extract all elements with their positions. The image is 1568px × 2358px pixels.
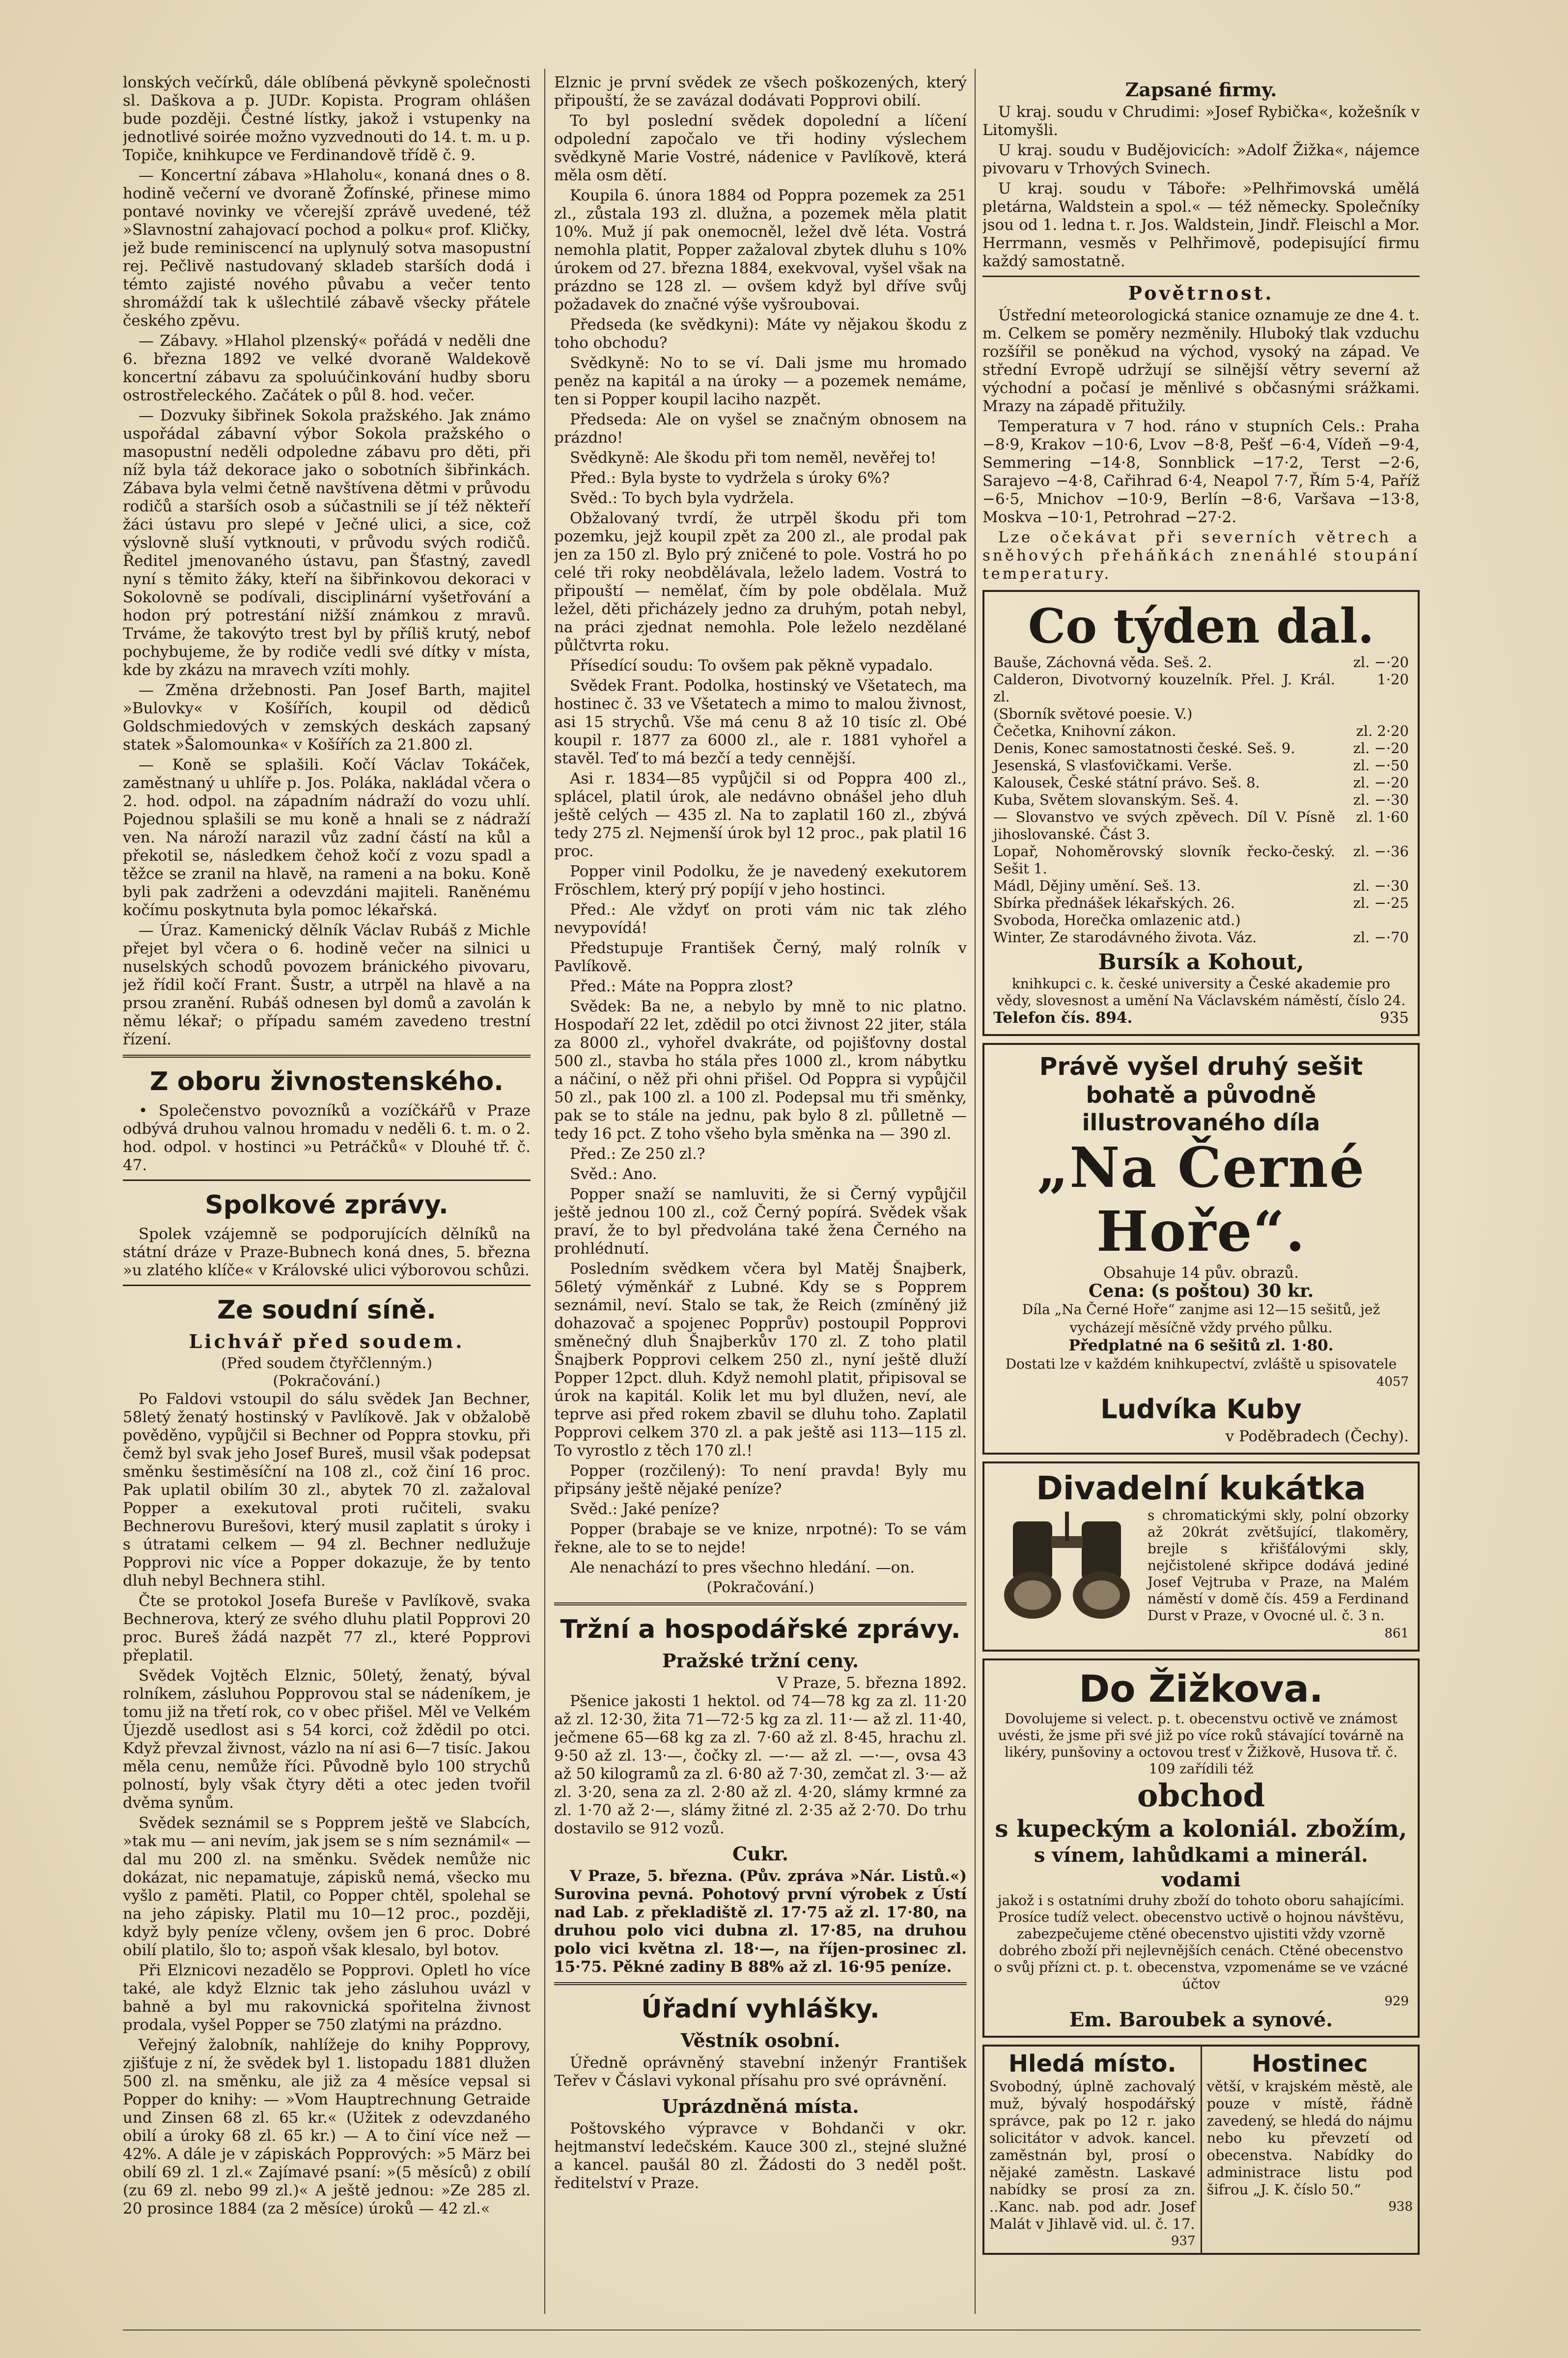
section-heading-court: Ze soudní síně. [217, 1295, 436, 1325]
dateline: V Praze, 5. března 1892. [777, 1674, 967, 1692]
ad-books [982, 590, 1420, 1036]
ad-text: Svobodný, úplně zachovalý muž, bývalý hospodářský správce, pak po 12 r. jako solicitátor v advok. kancel. zaměstnán byl, prosí o nějaké zaměstn. Laskavé nabídky se prosí za zn. ..Kanc. nab. pod adr. Josef Malát v Jihlavě vid. ul. č. 17. [989, 2078, 1196, 2232]
paragraph: • Společenstvo povozníků a vozíčkářů v Praze odbývá druhou valnou hromadu v neděli 6. t. m. o 2. hod. odpol. v hostinci »u Petráčků« v Dlouhé tř. č. 47. [123, 1102, 531, 1174]
book-price: zl. −·30 [1353, 791, 1409, 808]
book-row [993, 895, 1409, 912]
paragraph: Po Faldovi vstoupil do sálu svědek Jan Bechner, 58letý ženatý hostinský v Pavlíkově. Jak v obžalobě pověděno, vypůjčil si Bechner od Poppra stovku, při čemž byl svak jeho Josef Bureš, musil však podepsat směnku šestiměsíční na 108 zl., což činí 16 proc. Pak uplatil obilím 30 zl., abytek 70 zl. zažaloval Popper a exekutoval proti ručiteli, svaku Bechnerovu Burešovi, který musil zaplatit s úroky i s útratami celkem — 94 zl. Bechner nedlužuje Popprovi nic více a Popper dokazuje, že by tento dluh nebyl Bechnera stihl. [123, 1390, 531, 1590]
paragraph: Obžalovaný tvrdí, že utrpěl škodu při tom pozemku, jejž koupil zpět za 200 zl., ale prodal pak jen za 150 zl. Bylo prý zničené to pole. Vostrá ho po celé tři roky neobdělávala, leželo ladem. Vostrá to připouští — nemělať, čím by pole obdělala. Muž ležel, děti přicházely jedno za druhým, potah nebyl, na práci zjednat nemohla. Pole leželo nezdělané půlčtvrta roku. [554, 509, 967, 654]
book-row [993, 723, 1409, 740]
book-price: zl. −·50 [1353, 757, 1409, 774]
book-price: zl. −·25 [1353, 895, 1409, 911]
book-price: 1·20 [1377, 671, 1409, 688]
subheading: Uprázdněná místa. [662, 2095, 859, 2117]
book-row [993, 843, 1409, 877]
ad-name: Ludvíka Kuby [1100, 1394, 1302, 1425]
ad-number: 937 [1171, 2234, 1196, 2248]
ad-number: 938 [1388, 2199, 1413, 2214]
book-price: zl. −·70 [1353, 929, 1409, 946]
subheading: Pražské tržní ceny. [662, 1650, 859, 1672]
book-row [993, 912, 1409, 929]
paragraph: Předstupuje František Černý, malý rolník v Pavlíkově. [554, 939, 967, 975]
book-price: zl. 1·60 [1356, 809, 1409, 825]
paragraph: Před.: Máte na Poppra zlost? [570, 978, 793, 995]
paragraph: — Koně se splašili. Kočí Václav Tokáček, zaměstnaný u uhlíře p. Jos. Poláka, nakládal včera o 2. hod. odpol. na západním nádraží do vozu uhlí. Pojednou splašili se mu koně a hnali se z nádraží ven. Na nároží narazil vůz zadní částí na kůl a překotil se, následkem čehož kočí z vozu spadl a těžce se zranil na hlavě, na rameni a na boku. Koně byli pak zadrženi a odevzdáni majiteli. Raněnému kočímu poskytnuta byla pomoc lékařská. [123, 756, 531, 919]
ad-number: 4057 [1376, 1375, 1409, 1389]
paragraph: Svědek: Ba ne, a nebylo by mně to nic platno. Hospodaří 22 let, zdědil po otci živnost 22 jiter, stála za 8000 zl., vyhořel dvakráte, od pojišťovny dostal 500 zl., stavba ho stála přes 1000 zl., krom nábytku a náčiní, o něž při ohni přišel. Od Poppra si vypůjčil 50 zl., pak 100 zl. a 100 zl. Podepsal mu tři směnky, pak se to stále na jednu, pak bylo 8 zl. půlletně — tedy 16 pct. Z toho všeho byla směnka na — 390 zl. [554, 998, 967, 1143]
paragraph: — Úraz. Kamenický dělník Václav Rubáš z Michle přejet byl včera o 6. hodině večer na silnici u nuselských schodů povozem bránického pivovaru, jež řídil kočí Frant. Šustr, a utrpěl na hlavě a na prsou zranění. Rubáš odnesen byl domů a zavolán k němu lékař; o případu samém zavedeno trestní řízení. [123, 922, 531, 1048]
paragraph: Poštovského výpravce v Bohdanči v okr. hejtmanství ledečském. Kauce 300 zl., stejné služné a kancel. paušál 80 zl. Žádosti do 3 neděl pošt. ředitelství v Praze. [554, 2120, 967, 2192]
book-row [993, 654, 1409, 671]
book-price: zl. −·36 [1353, 843, 1409, 860]
column-middle [554, 74, 967, 2314]
book-row [993, 774, 1409, 791]
section-rule [123, 1179, 531, 1181]
article-continued: (Pokračování.) [273, 1373, 381, 1390]
paragraph: Koupila 6. února 1884 od Poppra pozemek za 251 zl., zůstala 193 zl. dlužna, a pozemek měla platit 10%. Muž jí pak onemocněl, ležel dvě léta. Vostrá nemohla platit, Popper zažaloval zbytek dluhu s 10% úrokem od 27. března 1884, exekvoval, vyšel však na prázdno se 128 zl. — ovšem když byl dříve svůj požadavek do značné výše vyšroubovai. [554, 187, 967, 313]
ad-line: obchod [1137, 1777, 1265, 1814]
ad-title: Do Žižkova. [1079, 1667, 1323, 1711]
paragraph: Svěd.: Ano. [570, 1165, 657, 1183]
paragraph: — Zábavy. »Hlahol plzenský« pořádá v neděli dne 6. března 1892 ve velké dvoraně Waldekově koncertní zábavu za spoluúčinkování hudby sboru ostrostřeleckého. Začátek o půl 8. hod. večer. [123, 332, 531, 404]
column-rule [975, 69, 976, 2314]
paragraph: U kraj. soudu v Chrudimi: »Josef Rybička«, kožešník v Litomyšli. [982, 103, 1420, 139]
book-row [993, 705, 1409, 723]
article-continued: (Pokračování.) [706, 1579, 814, 1596]
paragraph: U kraj. soudu v Budějovicích: »Adolf Žižka«, nájemce pivovaru v Trhových Svinech. [982, 141, 1420, 177]
paragraph: — Koncertní zábava »Hlaholu«, konaná dnes o 8. hodině večerní ve dvoraně Žofínské, přinese mimo pontavé novinky ve včerejší zprávě uvedené, též »Slavnostní zahajovací pochod a polku« prof. Kličky, jež bude reminiscencí na uplynulý sotva masopustní rej. Pečlivě nastudovaný skladeb starších dodá i témto zajisté nového půvabu a večer tento shromáždí tak k ušlechtilé zábavě všecky přátele českého zpěvu. [123, 167, 531, 330]
ad-big-title: „Na Černé Hoře“. [1036, 1136, 1366, 1264]
ad-text: s chromatickými skly, polní obzorky až 20krát zvětšující, tlakoměry, brejle s křišťálovými skly, nejčistolené skřipce dodává jediné Josef Vejtruba v Praze, na Malém náměstí v domě čís. 459 a Ferdinand Durst v Praze, v Ovocné ul. č. 3 n. [1148, 1507, 1409, 1624]
book-title: (Sborník světové poesie. V.) [993, 705, 1193, 722]
book-list [993, 654, 1409, 946]
ad-title: Hledá místo. [1008, 2050, 1176, 2077]
paragraph: Při Elznicovi nezadělo se Popprovi. Opletl ho více také, ale když Elznic tak jeho zásluhou uvázl v bahně a byl mu rakovnická spořitelna živnost prodala, vyšel Popper se 750 zlatými na prázdno. [123, 1962, 531, 2034]
ad-kukatka [982, 1461, 1420, 1652]
ad-na-cerne-hore [982, 1043, 1420, 1455]
ad-line: Dostati lze v každém knihkupectví, zvláště u spisovatele [1005, 1356, 1397, 1372]
ad-title: Co týden dal. [1028, 598, 1374, 654]
paragraph: Svědkyně: No to se ví. Dali jsme mu hromado peněz na kapitál a na úroky — a pozemek nemáme, ten si Popper koupil laciho nazpět. [554, 354, 967, 408]
ad-number: 861 [1384, 1626, 1409, 1641]
paragraph: Před.: Byla byste to vydržela s úroky 6%? [570, 469, 890, 487]
section-heading-trade: Z oboru živnostenského. [150, 1067, 504, 1096]
ad-line: s kupeckým a koloniál. zbožím, [995, 1815, 1407, 1843]
subheading: Věstník osobní. [680, 2029, 840, 2051]
paragraph: Asi r. 1834—85 vypůjčil si od Poppra 400 zl., splácel, platil úrok, ale nedávno obnášel jeho dluh ještě celých — 435 zl. Na to zaplatil 160 zl., zbývá tedy 275 zl. Nejmenší úrok byl 12 proc., pak platil 16 proc. [554, 770, 967, 860]
ad-pair [982, 2045, 1420, 2255]
paragraph: Temperatura v 7 hod. ráno v stupních Cels.: Praha −8·9, Krakov −10·6, Lvov −8·8, Pešť −6·4, Vídeň −9·4, Semmering −14·8, Sonnblick −17·2, Terst −2·6, Sarajevo −4·8, Cařihrad 6·4, Neapol 7·7, Řím 5·4, Paříž −6·5, Mnichov −10·9, Berlín −8·6, Varšava −13·8, Moskva −10·1, Petrohrad −27·2. [982, 418, 1420, 526]
paragraph: Pšenice jakosti 1 hektol. od 74—78 kg za zl. 11·20 až zl. 12·30, žita 71—72·5 kg za zl. 11·— až zl. 11·40, ječmene 65—68 kg za zl. 7·60 až zl. 8·45, hrachu zl. 9·50 až zl. 13·—, čočky zl. —·— až zl. —·—, ovsa 43 až 50 kilogramů za zl. 6·80 až 7·30, zemčat zl. 3·— až zl. 3·20, sena za zl. 2·80 až zl. 4·20, slámy krmné za zl. 1·70 až 2·—, slámy žitné zl. 2·35 až 2·70. Do trhu dostavilo se 912 vozů. [554, 1692, 967, 1837]
paragraph: Ústřední meteorologická stanice oznamuje ze dne 4. t. m. Celkem se poměry nezměnily. Hluboký tlak vzduchu rozšířil se poněkud na východ, vysoký na západ. Ve střední Evropě udržují se silnější větry severní až východní a počasí je měnlivé s občasnými srážkami. Mrazy na západě přitužily. [982, 307, 1420, 415]
ad-place: v Poděbradech (Čechy). [1225, 1428, 1409, 1445]
ad-telephone: Telefon čís. 894. [993, 1009, 1133, 1027]
book-title: Svoboda, Horečka omlazenic atd.) [993, 912, 1241, 928]
book-title: Jesenská, S vlasťovičkami. Verše. [993, 757, 1232, 774]
book-title: Denis, Konec samostatnosti české. Seš. 9. [993, 740, 1295, 757]
ad-hostinec [1201, 2047, 1418, 2253]
book-price: zl. −·20 [1353, 774, 1409, 791]
ad-line: Díla „Na Černé Hoře“ zanjme asi 12—15 sešitů, jež vycházejí měsíčně vždy prvého půlku. [1022, 1301, 1380, 1336]
section-rule [123, 1285, 531, 1286]
ad-line: s vínem, lahůdkami a minerál. vodami [1034, 1844, 1368, 1891]
paragraph: Svěd.: To bych byla vydržela. [570, 489, 794, 507]
ad-zizkov [982, 1658, 1420, 2038]
paragraph: Čte se protokol Josefa Bureše v Pavlíkově, svaka Bechnerova, který ze svého dluhu platil Popprovi 20 proc. Bureš žádá nazpět 77 zl., které Popprovi přeplatil. [123, 1592, 531, 1664]
book-title: Bauše, Záchovná věda. Seš. 2. [993, 654, 1212, 671]
ad-price: Cena: (s poštou) 30 kr. [1088, 1281, 1314, 1301]
paragraph: To byl poslední svědek dopolední a líčení odpolední započalo ve tři hodiny výslechem svědkyně Marie Vostré, nádenice v Pavlíkově, která měla osm dětí. [554, 112, 967, 184]
paragraph: Před.: Ze 250 zl.? [570, 1145, 705, 1163]
book-title: Čečetka, Knihovní zákon. [993, 723, 1176, 739]
book-row [993, 929, 1409, 946]
book-title: — Slovanstvo ve svých zpěvech. Díl V. Písně jihoslovanské. Část 3. [993, 809, 1335, 842]
subheading: Zapsané firmy. [1125, 79, 1277, 101]
paragraph: lonských večírků, dále oblíbená pěvkyně společnosti sl. Daškova a p. JUDr. Kopista. Program ohlášen bude později. Čestné lístky, jakož i vstupenky na jednotlivé soirée možno vyzvednouti do 14. t. m. u p. Topiče, knihkupce ve Ferdinandově třídě č. 9. [123, 74, 531, 164]
book-title: Sbírka přednášek lékařských. 26. [993, 895, 1235, 911]
paragraph: Před.: Ale vždyť on proti vám nic tak zlého nevypovídá! [554, 901, 967, 937]
paragraph: Posledním svědkem včera byl Matěj Šnajberk, 56letý výměnkář z Lubné. Kdy se s Popprem seznámil, neví. Stalo se tak, že Reich (zmíněný již dohazovač a spojenec Popprův) postoupil Popprovi směnečný dluh Šnajberkův 170 zl. Z toho platil Šnajberk Popprovi celkem 250 zl., nyní ještě dluží Popper 12pct. dluh. Když nemohl platit, připisoval se úrok na kapitál. Kolik let mu byl dlužen, neví, ale teprve asi před rokem zbavil se dluhu toho. Zaplatil Popprovi celkem 370 zl. a pak ještě asi 113—115 zl. To vyrostlo z těch 170 zl.! [554, 1260, 967, 1460]
paragraph: Svědek seznámil se s Popprem ještě ve Slabcích, »tak mu — ani nevím, jak jsem se s ním seznámil« — dal mu 200 zl. na směnku. Svědek nemůže nic dokázat, nic nepamatuje, zápisků nemá, všecko mu vyšlo z paměti. Platil, co Popper chtěl, spolehal se na jeho zápisky. Platil mu 10—12 proc., později, když byly peníze včleny, ovšem jen 6 proc. Dobré obilí platilo, šlo to; aspoň však klesalo, byl botov. [123, 1814, 531, 1959]
paragraph: Veřejný žalobník, nahlížeje do knihy Popprovy, zjišťuje z ní, že svědek byl 1. listopadu 1881 dlužen 500 zl. na směnku, ale již za 4 měsíce vepsal si Popper do knihy: — »Vom Hauptrechnung Getraide und Zinsen 68 zl. 65 kr.« (Užitek z odevzdaného obilí a úroky 68 zl. 65 kr.) — A to činí více než — 42%. A dále je v zápiskách Popprových: »5 März bei obilí 69 zl. 1 zl.« Zajímavé psaní: »(5 měsíců) z obilí (zu 69 zl. nebo 99 zl.)« A ještě jednou: »Ze 285 zl. 20 prosince 1884 (za 2 měsíce) úroků — 42 zl.« [123, 2036, 531, 2218]
ad-title: Divadelní kukátka [1036, 1469, 1366, 1507]
ad-line: Právě vyšel druhý sešit [1039, 1052, 1363, 1081]
book-row [993, 757, 1409, 774]
section-rule [554, 1982, 967, 1985]
subheading: Cukr. [732, 1843, 788, 1865]
paragraph: Svědkyně: Ale škodu při tom neměl, nevěřej to! [570, 449, 937, 467]
opera-glasses-icon [993, 1507, 1141, 1625]
section-heading-market: Tržní a hospodářské zprávy. [560, 1615, 961, 1644]
ad-number: 935 [1379, 1009, 1409, 1027]
book-title: Lopař, Nohoměrovský slovník řecko-český. Sešit 1. [993, 843, 1335, 877]
paragraph: Předseda: Ale on vyšel se značným obnosem na prázdno! [554, 411, 967, 447]
paragraph: Ale nenachází to pres všechno hledání. —on. [570, 1559, 915, 1576]
ad-text: větší, v krajském městě, ale pouze v místě, řádně zavedený, se hledá do nájmu nebo ku převzetí od obecenstva. Nabídky do administrace listu pod šifrou „J. K. číslo 50.“ [1206, 2078, 1413, 2198]
paragraph: Úředně oprávněný stavební inženýr František Teřev v Čáslavi vykonal přísahu pro své oprávnění. [554, 2054, 967, 2090]
column-rule [544, 69, 545, 2314]
article-title: Lichvář před soudem. [189, 1330, 465, 1352]
section-rule [123, 1055, 531, 1058]
ad-firm: Bursík a Kohout, [1098, 950, 1304, 975]
ad-hleda-misto [984, 2047, 1201, 2253]
book-price: zl. 2·20 [1356, 723, 1409, 739]
book-price: zl. −·20 [1353, 654, 1409, 671]
paragraph: Předseda (ke svědkyni): Máte vy nějakou škodu z toho obchodu? [554, 316, 967, 352]
ad-title: Hostinec [1252, 2050, 1368, 2077]
section-heading-clubs: Spolkové zprávy. [205, 1190, 448, 1220]
paragraph: Svěd.: Jaké peníze? [570, 1500, 720, 1518]
paragraph: Popper (rozčilený): To není pravda! Byly mu připsány ještě nějaké peníze? [554, 1462, 967, 1498]
book-row [993, 671, 1409, 705]
book-price: zl. −·20 [1353, 740, 1409, 757]
book-row [993, 791, 1409, 809]
section-rule [554, 1602, 967, 1605]
ad-text: jakož i s ostatními druhy zboží do tohoto oboru sahajícími. Prosíce tudíž velect. obecenstvo uctivě o hojnou návštěvu, zabezpečujeme ctěné obecenstvo ujistiti vždy vzorně dobrého zboží při nejlevnějších cenách. Ctěné obecenstvo o svůj přízni ct. p. t. obecenstva, vzpomenáme se ve vzácné účtov [994, 1892, 1408, 1992]
book-row [993, 809, 1409, 843]
paragraph: Elznic je první svědek ze všech poškozených, který připouští, že se zavázal dodávati Popprovi obilí. [554, 74, 967, 110]
paragraph: Popper (brabaje se ve knize, nrpotné): To se vám řekne, ale to se to nejde! [554, 1520, 967, 1556]
paragraph: Svědek Vojtěch Elznic, 50letý, ženatý, býval rolníkem, zásluhou Popprovou stal se nádeníkem, je tomu již na třetí rok, co v obec přišel. Měl ve Velkém Újezdě usedlost asi s 54 korci, což ždědil po otci. Když převzal živnost, vázlo na ní asi 6—7 tisíc. Jakou měla cenu, nemůže říci. Původně bylo 100 strychů polností, byly však čtyry děti a otec jeden tvořil dvěma synům. [123, 1667, 531, 1812]
ad-line: Předplatné na 6 sešitů zl. 1·80. [1068, 1337, 1334, 1354]
section-heading-official: Úřadní vyhlášky. [641, 1994, 880, 2024]
book-title: Kuba, Světem slovanským. Seš. 4. [993, 791, 1239, 808]
paragraph: — Změna držebnosti. Pan Josef Barth, majitel »Bulovky« v Košířích, koupil od dědiců Goldschmiedových v zemských deskách zapsaný statek »Šalomounka« v Košířích za 21.800 zl. [123, 681, 531, 754]
section-rule [982, 276, 1420, 277]
book-title: Calderon, Divotvorný kouzelník. Přel. J. Král. zl. [993, 671, 1335, 705]
ad-line: Obsahuje 14 pův. obrazů. [1103, 1264, 1299, 1282]
book-price: zl. −·30 [1353, 877, 1409, 894]
ad-firm: Em. Baroubek a synové. [1069, 2008, 1333, 2031]
paragraph: V Praze, 5. března. (Pův. zpráva »Nár. Listů.«) Surovina pevná. Pohotový první výrobek z Ústí nad Lab. z překladiště zl. 17·75 až zl. 17·80, na druhou polo vici dubna zl. 17·85, na druhou polo vici května zl. 18·—, na říjen-prosinec zl. 15·75. Pěkné zadiny B 88% až zl. 16·95 peníze. [554, 1867, 967, 1976]
page-bottom-rule [123, 2330, 1421, 2333]
book-title: Kalousek, České státní právo. Seš. 8. [993, 774, 1260, 791]
book-price [1335, 705, 1409, 723]
column-right [982, 74, 1420, 2314]
ad-number: 929 [1384, 1994, 1409, 2009]
paragraph: Spolek vzájemně se podporujících dělníků na státní dráze v Praze-Bubnech koná dnes, 5. března »u zlatého klíče« v Královské ulici výborovou schůzi. [123, 1225, 531, 1279]
book-row [993, 877, 1409, 895]
paragraph: — Dozvuky šibřinek Sokola pražského. Jak známo uspořádal zábavní výbor Sokola pražského o masopustní neděli odpoledne zábavu pro děti, při níž byla táž dekorace jako o sobotních šibřinkách. Zábava byla velmi četně navštívena dětmi v průvodu rodičů a starších osob a súčastnili se jí též někteří žáci ústavu pro slepé v Ječné ulici, a sice, což výslovně sluší vytknouti, v průvodu svých rodičů. Ředitel jmenovaného ústavu, pan Šťastný, zavedl nyní s těmito žáky, kteří na šibřinkovou dekoraci v Sokolovně se podívali, disciplinární vyšetřování a hodon prý potrestání nižší známkou z mravů. Trváme, že takovýto trest byl by příliš krutý, nebof pochybujeme, že by rodiče vedli své dítky v místa, kde by zkázu na mravech vzíti mohly. [123, 407, 531, 679]
paragraph: Popper vinil Podolku, že je navedený exekutorem Fröschlem, který prý popíjí v jeho hostinci. [554, 863, 967, 898]
subheading: Povětrnost. [1128, 282, 1274, 304]
paragraph: Svědek Frant. Podolka, hostinský ve Všetatech, ma hostinec č. 33 ve Všetatech a mimo to malou živnost, asi 15 strychů. Vše má cenu 8 až 10 tisíc zl. Obé koupil r. 1877 za 6000 zl., ale r. 1881 vyhořel a stavěl. Teď to má bezčí a tedy cennější. [554, 677, 967, 767]
column-left [123, 74, 531, 2314]
paragraph: U kraj. soudu v Táboře: »Pelhřimovská umělá pletárna, Waldstein a spol.« — též německy. Společníky jsou od 1. ledna t. r. Jos. Waldstein, Jindř. Fleischl a Mor. Herrmann, vesměs v Pelhřimově, podepisující firmu každý samostatně. [982, 180, 1420, 270]
paragraph: Popper snaží se namluviti, že si Černý vypůjčil ještě jednou 100 zl., což Černý popírá. Svědek však praví, že to byl předvolána také žena Černého na prohlédnutí. [554, 1185, 967, 1258]
paragraph: Přísedící soudu: To ovšem pak pěkně vypadalo. [570, 657, 933, 674]
book-title: Mádl, Dějiny umění. Seš. 13. [993, 877, 1201, 894]
book-title: Winter, Ze starodávného života. Váz. [993, 929, 1257, 946]
ad-text: knihkupci c. k. české university a České akademie pro vědy, slovesnost a umění Na Václavském náměstí, číslo 24. [996, 976, 1406, 1009]
book-price [1335, 912, 1409, 929]
ad-text: Dovolujeme si velect. p. t. obecenstvu octivě ve známost uvésti, že jsme při své již po více roků stávající továrně na likéry, punšoviny a octovou tresť v Žižkově, Husova tř. č. 109 zařídili též [998, 1711, 1404, 1777]
paragraph: Lze očekávat při severních větrech a sněhových přeháňkách znenáhlé stoupání temperatury. [982, 529, 1420, 583]
ad-line: bohatě a původně illustrovaného díla [1082, 1082, 1320, 1136]
article-subtitle: (Před soudem čtyřčlenným.) [221, 1355, 433, 1372]
book-row [993, 740, 1409, 757]
